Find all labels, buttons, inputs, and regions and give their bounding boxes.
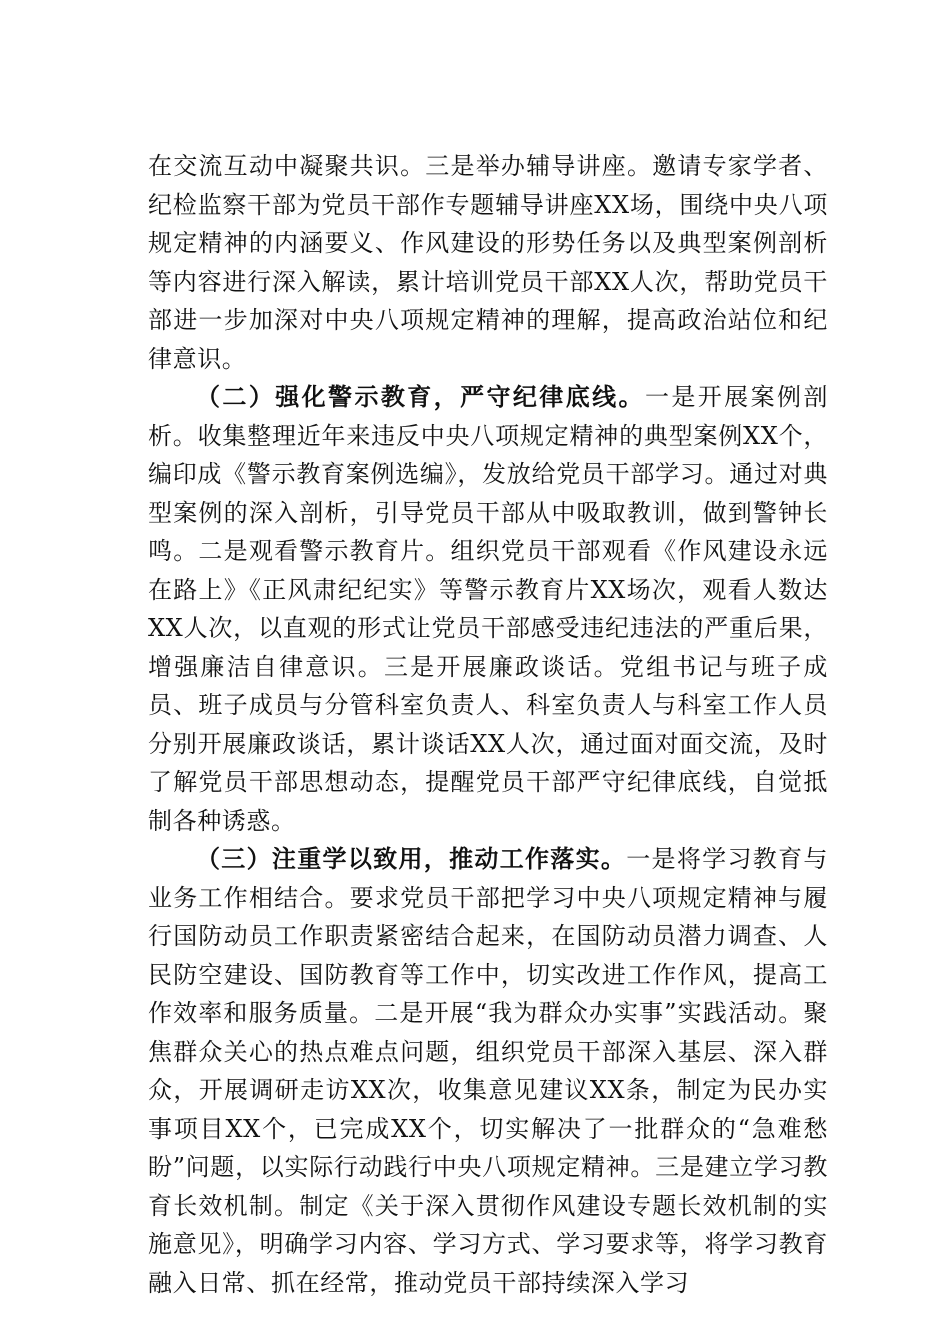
paragraph-2-body: 一是开展案例剖析。收集整理近年来违反中央八项规定精神的典型案例XX个，编印成《警示教育案例选编》，发放给党员干部学习。通过对典型案例的深入剖析，引导党员干部从中吸取教训，做到警钟长鸣。二是观看警示教育片。组织党员干部观看《作风建设永远在路上》《正风肃纪纪实》等警示教育片XX场次，观看人数达XX人次，以直观的形式让党员干部感受违纪违法的严重后果，增强廉洁自律意识。三是开展廉政谈话。党组书记与班子成员、班子成员与分管科室负责人、科室负责人与科室工作人员分别开展廉政谈话，累计谈话XX人次，通过面对面交流，及时了解党员干部思想动态，提醒党员干部严守纪律底线，自觉抵制各种诱惑。 bbox=[148, 383, 829, 835]
paragraph-2-heading: （二）强化警示教育，严守纪律底线。 bbox=[196, 382, 645, 411]
paragraph-3-body: 一是将学习教育与业务工作相结合。要求党员干部把学习中央八项规定精神与履行国防动员工作职责紧密结合起来，在国防动员潜力调查、人民防空建设、国防教育等工作中，切实改进工作作风，提高工作效率和服务质量。二是开展“我为群众办实事”实践活动。聚焦群众关心的热点难点问题，组织党员干部深入基层、深入群众，开展调研走访XX次，收集意见建议XX条，制定为民办实事项目XX个，已完成XX个，切实解决了一批群众的“急难愁盼”问题，以实际行动践行中央八项规定精神。三是建立学习教育长效机制。制定《关于深入贯彻作风建设专题长效机制的实施意见》，明确学习内容、学习方式、学习要求等，将学习教育融入日常、抓在经常，推动党员干部持续深入学习 bbox=[148, 845, 828, 1297]
paragraph-1-body: 在交流互动中凝聚共识。三是举办辅导讲座。邀请专家学者、纪检监察干部为党员干部作专题辅导讲座XX场，围绕中央八项规定精神的内涵要义、作风建设的形势任务以及典型案例剖析等内容进行深入解读，累计培训党员干部XX人次，帮助党员干部进一步加深对中央八项规定精神的理解，提高政治站位和纪律意识。 bbox=[148, 152, 828, 373]
paragraph-3 bbox=[148, 840, 828, 1302]
paragraph-1 bbox=[148, 147, 828, 378]
paragraph-3-heading: （三）注重学以致用，推动工作落实。 bbox=[196, 844, 627, 873]
paragraph-2 bbox=[148, 378, 828, 840]
document-page bbox=[148, 147, 828, 1302]
